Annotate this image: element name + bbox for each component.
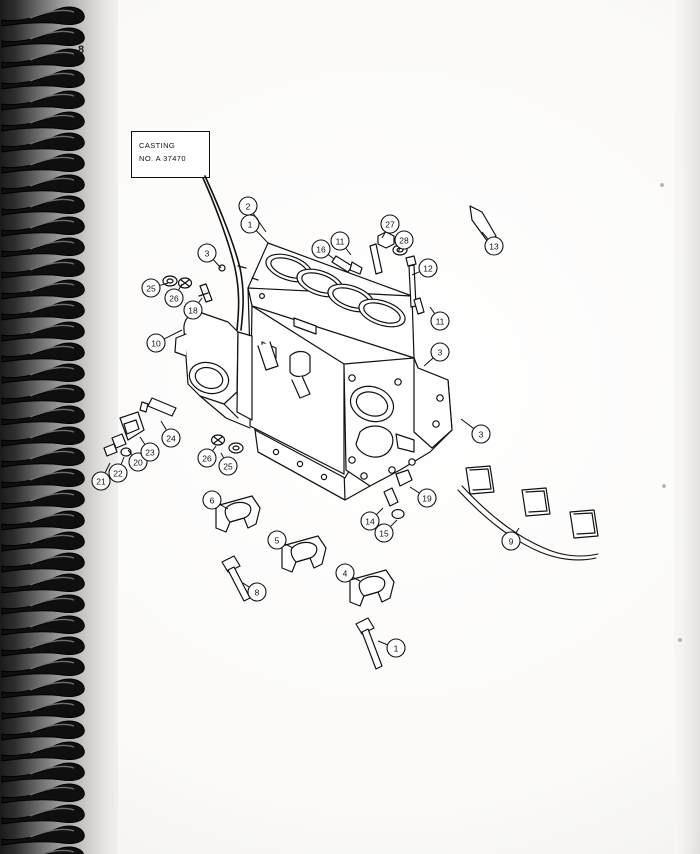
- callout-26: [198, 446, 216, 467]
- callout-26: [165, 284, 183, 307]
- callout-leader-line: [161, 421, 166, 430]
- callout-leader-line: [461, 419, 473, 428]
- callout-number: 28: [399, 235, 409, 246]
- callout-number: 13: [489, 241, 499, 252]
- callout-23: [140, 437, 159, 461]
- casting-label-line-1: CASTING: [139, 141, 176, 150]
- callout-leader-line: [214, 260, 222, 268]
- callout-leader-line: [346, 249, 351, 256]
- callout-number: 24: [166, 433, 176, 444]
- callout-leader-line: [140, 437, 145, 444]
- callout-22: [109, 457, 127, 482]
- callout-number: 11: [435, 316, 445, 327]
- callout-number: 2: [245, 201, 251, 212]
- callout-number: 16: [316, 244, 326, 255]
- callout-leader-line: [516, 528, 519, 533]
- callout-19: [410, 487, 436, 507]
- callout-number: 22: [113, 468, 123, 479]
- callout-leader-line: [424, 358, 433, 366]
- callout-number: 26: [202, 453, 212, 464]
- callout-number: 23: [145, 447, 155, 458]
- callout-leader-line: [199, 298, 202, 302]
- callout-number: 12: [423, 263, 433, 274]
- callout-4: [336, 564, 360, 582]
- callout-leader-line: [121, 457, 124, 464]
- callout-number: 10: [151, 338, 161, 349]
- callout-11: [430, 307, 449, 330]
- callout-number: 25: [146, 283, 156, 294]
- callout-leader-line: [410, 487, 419, 493]
- callout-number: 14: [365, 516, 375, 527]
- scan-artifact-dot: [660, 183, 664, 187]
- page-number: 8: [78, 44, 85, 56]
- callout-number: 3: [437, 347, 443, 358]
- callout-number: 25: [223, 461, 233, 472]
- callout-number: 3: [478, 429, 484, 440]
- callout-number: 1: [247, 219, 253, 230]
- callout-number: 19: [422, 493, 432, 504]
- callout-number: 6: [209, 495, 215, 506]
- callout-leader-line: [391, 520, 397, 526]
- callout-3: [461, 419, 490, 443]
- callout-number: 1: [393, 643, 399, 654]
- callout-number: 21: [96, 476, 106, 487]
- callout-21: [92, 463, 110, 490]
- scan-artifact-dot: [678, 638, 682, 642]
- callout-number: 11: [335, 236, 345, 247]
- callout-number: 27: [385, 219, 395, 230]
- callout-25: [219, 453, 237, 475]
- callout-3: [424, 343, 449, 366]
- callout-leader-line: [377, 508, 383, 514]
- callout-leader-line: [430, 307, 435, 313]
- callout-leader-line: [213, 446, 216, 450]
- callout-number: 15: [379, 528, 389, 539]
- callout-number: 5: [274, 535, 280, 546]
- callout-leader-line: [257, 231, 269, 243]
- callout-18: [184, 298, 202, 319]
- casting-label-line-2: NO. A 37470: [139, 154, 186, 163]
- callout-leader-line: [378, 641, 387, 645]
- callout-5: [268, 531, 293, 549]
- callout-3: [198, 244, 221, 268]
- callout-leader-line: [329, 255, 335, 259]
- callout-24: [161, 421, 180, 447]
- callout-1: [378, 639, 405, 657]
- callout-number: 9: [508, 536, 514, 547]
- callout-number: 18: [188, 305, 198, 316]
- callout-leader-line: [221, 453, 224, 458]
- callout-number: 26: [169, 293, 179, 304]
- scan-artifact-dot: [662, 484, 666, 488]
- callout-11: [331, 232, 351, 255]
- callout-number: 4: [342, 568, 348, 579]
- callout-number: 8: [254, 587, 260, 598]
- callout-number: 20: [133, 457, 143, 468]
- callout-number: 3: [204, 248, 210, 259]
